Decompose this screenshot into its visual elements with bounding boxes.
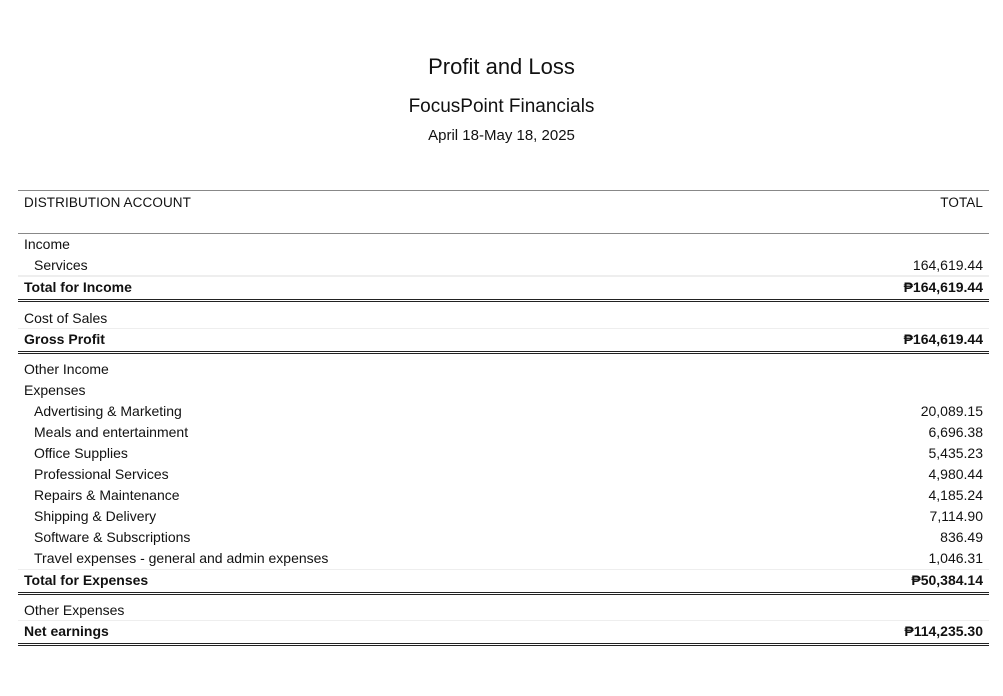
total-amount: ₱114,235.30 — [904, 623, 983, 639]
total-label: Total for Expenses — [24, 572, 149, 588]
section-label: Expenses — [24, 382, 86, 398]
column-header-row — [18, 190, 989, 234]
account-label: Services — [34, 257, 88, 273]
account-label: Shipping & Delivery — [34, 508, 157, 524]
table-row — [18, 527, 989, 548]
account-amount: 6,696.38 — [928, 424, 983, 440]
account-amount: 5,435.23 — [928, 445, 983, 461]
account-label: Office Supplies — [34, 445, 128, 461]
report-period: April 18-May 18, 2025 — [428, 127, 575, 144]
section-label: Other Income — [24, 361, 109, 377]
account-amount: 4,185.24 — [928, 487, 983, 503]
table-row — [18, 548, 989, 569]
table-row — [18, 255, 989, 276]
account-amount: 1,046.31 — [928, 550, 983, 566]
table-row — [18, 401, 989, 422]
account-label: Repairs & Maintenance — [34, 487, 180, 503]
table-row — [18, 464, 989, 485]
account-label: Advertising & Marketing — [34, 403, 182, 419]
table-row — [18, 485, 989, 506]
account-amount: 20,089.15 — [920, 403, 983, 419]
section-label: Other Expenses — [24, 602, 125, 618]
account-amount: 4,980.44 — [928, 466, 983, 482]
account-label: Travel expenses - general and admin expenses — [34, 550, 329, 566]
account-label: Professional Services — [34, 466, 169, 482]
section-row-other-expenses — [18, 600, 989, 621]
total-row-gross-profit — [18, 329, 989, 354]
profit-loss-table — [18, 190, 989, 646]
report-title: Profit and Loss — [428, 54, 575, 79]
total-label: Net earnings — [24, 623, 109, 639]
section-label: Cost of Sales — [24, 310, 108, 326]
account-label: Software & Subscriptions — [34, 529, 191, 545]
total-label: Gross Profit — [24, 331, 105, 347]
account-amount: 836.49 — [940, 529, 983, 545]
total-row-net-earnings — [18, 621, 989, 646]
account-label: Meals and entertainment — [34, 424, 189, 440]
total-row-expenses — [18, 569, 989, 595]
section-row-expenses — [18, 380, 989, 401]
section-row-income — [18, 234, 989, 255]
total-amount: ₱50,384.14 — [911, 572, 983, 588]
account-amount: 7,114.90 — [929, 508, 983, 524]
column-header-account: DISTRIBUTION ACCOUNT — [24, 195, 192, 210]
table-row — [18, 443, 989, 464]
total-row-income — [18, 276, 989, 302]
table-row — [18, 506, 989, 527]
total-label: Total for Income — [24, 279, 132, 295]
section-row-cost-of-sales — [18, 308, 989, 329]
total-amount: ₱164,619.44 — [903, 279, 983, 295]
column-header-total: TOTAL — [940, 195, 983, 210]
section-label: Income — [24, 236, 70, 252]
account-amount: 164,619.44 — [912, 257, 983, 273]
table-row — [18, 422, 989, 443]
section-row-other-income — [18, 359, 989, 380]
total-amount: ₱164,619.44 — [903, 331, 983, 347]
company-name: FocusPoint Financials — [408, 96, 595, 117]
